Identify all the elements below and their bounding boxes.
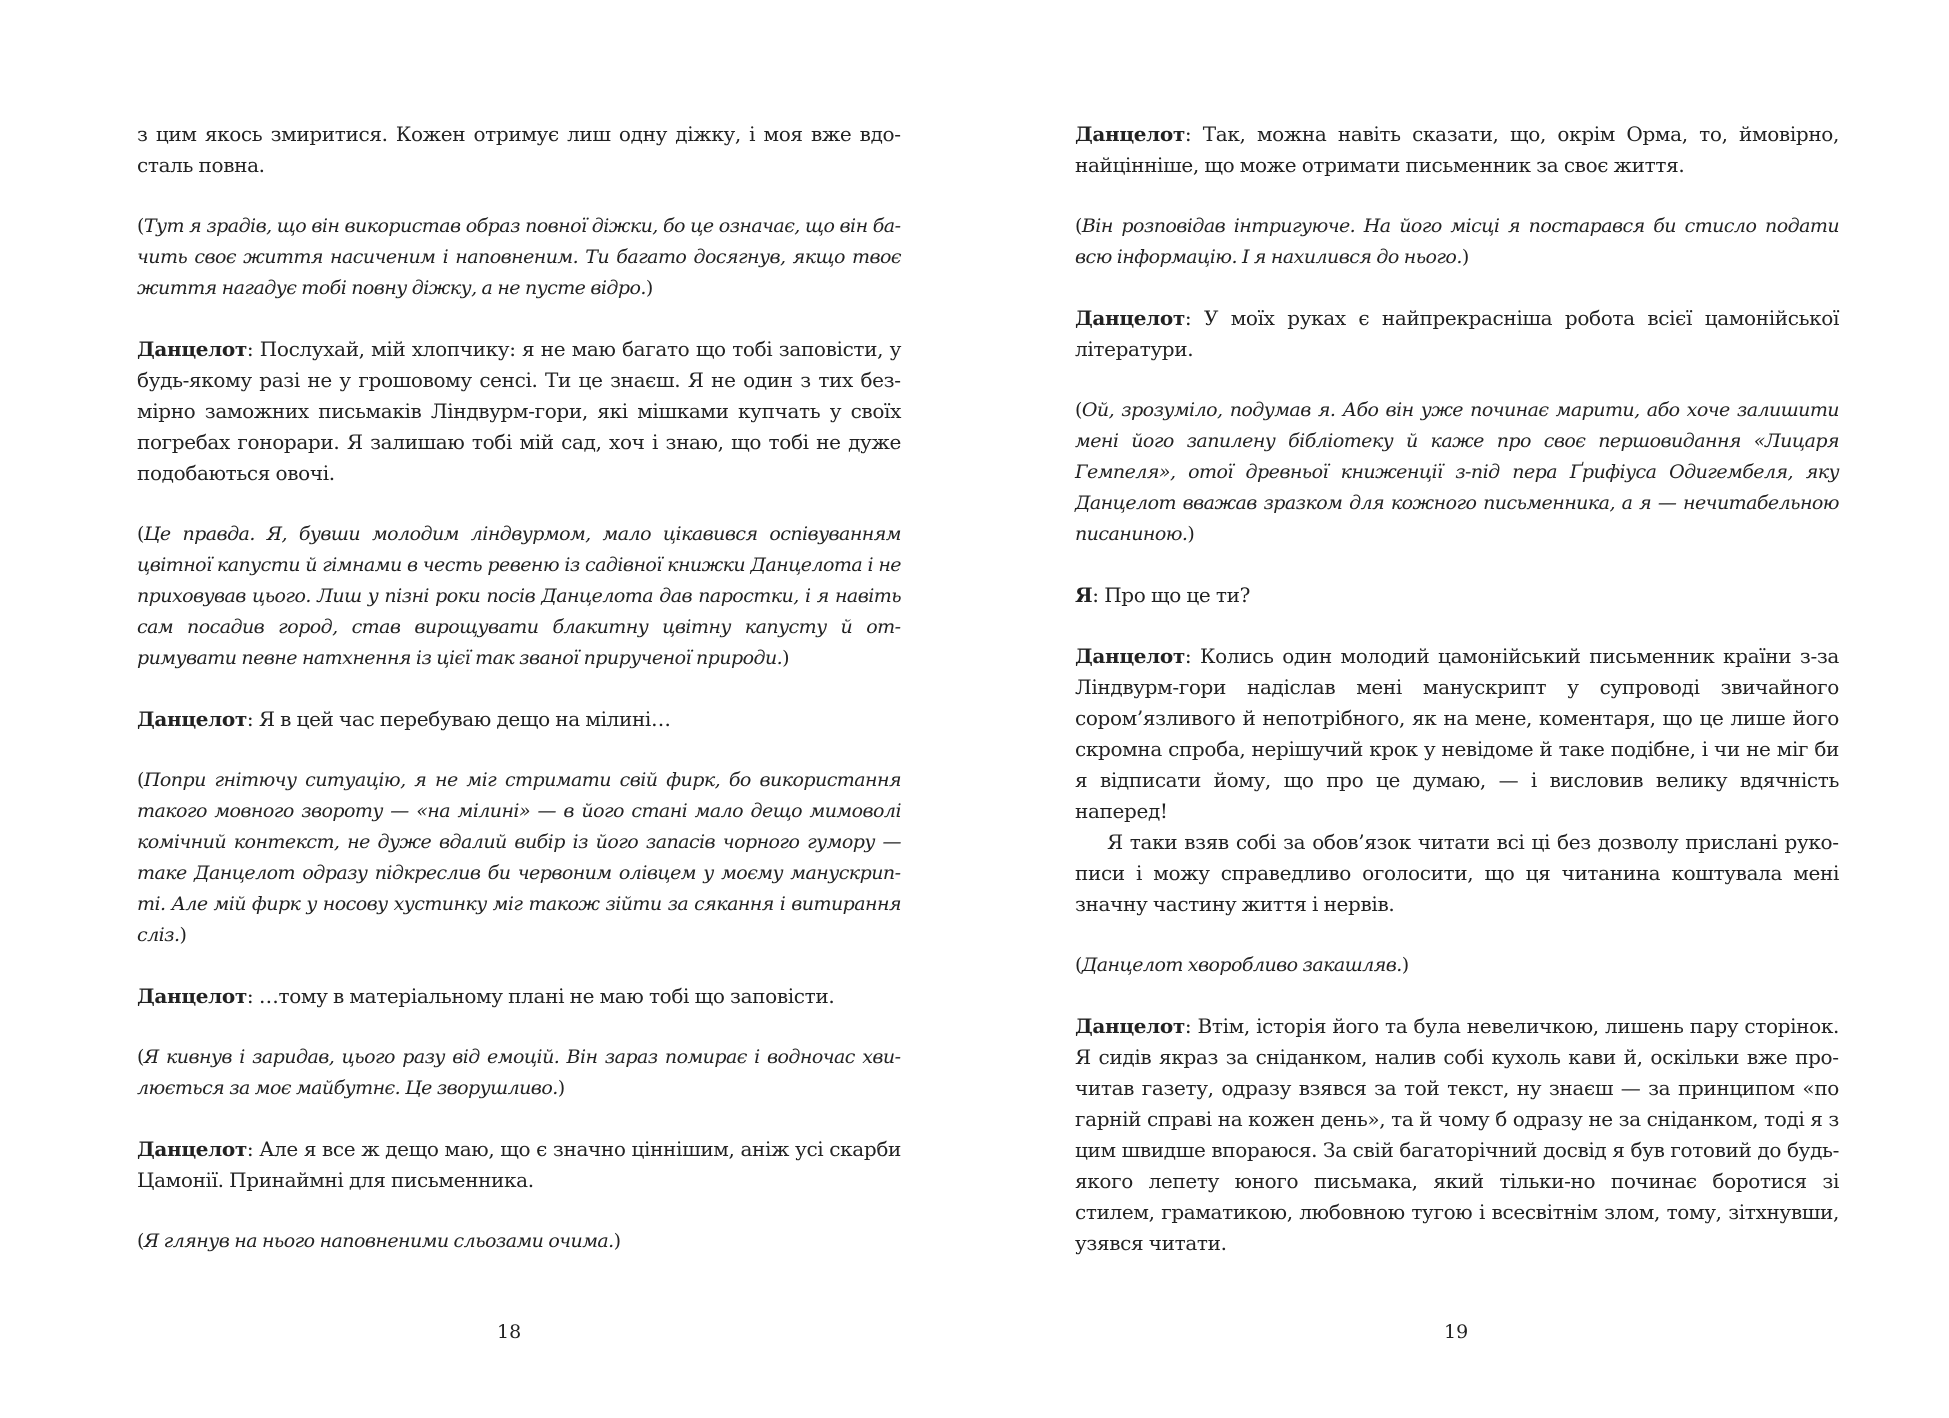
open-paren: ( xyxy=(1075,215,1082,237)
speaker-separator: : xyxy=(1092,583,1105,607)
dialogue-text: Про що це ти? xyxy=(1104,583,1250,607)
stage-direction-text: Він розповідав інтригуюче. На його місці я постарався би стисло подати всю інформацію. І я нахилився до нього. xyxy=(1075,215,1839,268)
dialogue-line xyxy=(137,981,901,1012)
speaker-name: Данцелот xyxy=(137,337,247,361)
dialogue-text: Колись один молодий цамонійський письменник країни з-за Ліндвурм-гори надіслав мені манускрипт у супроводі звичайного сором’язливого й непотрібного, як на мене, коментаря, що це лише його скромна спроба, нерішучий крок у невідоме й таке подібне, і чи не міг би я відписати йому, що про це думаю, — і висловив велику вдячність наперед! xyxy=(1075,644,1839,823)
paragraph-text: Я таки взяв собі за обов’язок читати всі ці без дозволу прислані рукописи і можу справедливо оголосити, що ця читанина коштувала мені значну частину життя і нервів. xyxy=(1075,830,1839,916)
dialogue-text: Так, можна навіть сказати, що, окрім Орма, то, ймовірно, найцінніше, що може отримати письменник за своє життя. xyxy=(1075,122,1839,177)
open-paren: ( xyxy=(137,523,144,545)
stage-direction xyxy=(137,211,901,304)
stage-direction xyxy=(137,519,901,674)
paragraph-text: з цим якось змиритися. Кожен отримує лиш одну діжку, і моя вже вдосталь повна. xyxy=(137,122,901,177)
stage-direction xyxy=(1075,395,1839,550)
close-paren: ) xyxy=(557,1077,565,1099)
continuation-paragraph xyxy=(1075,827,1839,920)
dialogue-text: Втім, історія його та була невеличкою, лишень пару сторінок. Я сидів якраз за сніданком, налив собі кухоль кави й, оскільки вже прочитав газету, одразу взявся за той текст, ну знаєш — за принципом «по гарній справі на кожен день», та й чому б одразу не за сніданком, тоді я з цим швидше впораюся. За свій багаторічний досвід я був готовий до будь-якого лепету юного письмака, який тільки-но починає боротися зі стилем, граматикою, любовною тугою і всесвітнім злом, тому, зітхнувши, узявся читати. xyxy=(1075,1014,1839,1255)
close-paren: ) xyxy=(645,277,653,299)
open-paren: ( xyxy=(137,769,144,791)
speaker-separator: : xyxy=(246,1137,260,1161)
speaker-name: Данцелот xyxy=(137,1137,247,1161)
stage-direction-text: Я глянув на нього наповненими сльозами очима. xyxy=(143,1230,614,1252)
right-page-text xyxy=(1075,119,1839,1289)
close-paren: ) xyxy=(1461,246,1469,268)
speaker-name: Данцелот xyxy=(1075,1014,1185,1038)
dialogue-text: …тому в матеріальному плані не маю тобі що заповісти. xyxy=(258,984,835,1008)
dialogue-line xyxy=(137,704,901,735)
dialogue-line xyxy=(137,334,901,489)
stage-direction xyxy=(137,765,901,951)
open-paren: ( xyxy=(1075,399,1082,421)
speaker-name: Данцелот xyxy=(1075,306,1185,330)
close-paren: ) xyxy=(613,1230,621,1252)
dialogue-text: Я в цей час перебуваю дещо на мілині… xyxy=(258,707,671,731)
stage-direction xyxy=(137,1226,901,1257)
dialogue-text: Послухай, мій хлопчику: я не маю багато що тобі заповісти, у будь-якому разі не у грошовому сенсі. Ти це знаєш. Я не один з тих безмірно заможних письмаків Ліндвурм-гори, які мішками купчать у своїх погребах гонорари. Я залишаю тобі мій сад, хоч і знаю, що тобі не дуже подобаються овочі. xyxy=(137,337,901,485)
stage-direction-text: Я кивнув і заридав, цього разу від емоцій. Він зараз помирає і водночас хвилюється за моє майбутнє. Це зворушливо. xyxy=(137,1046,901,1099)
speaker-separator: : xyxy=(1184,306,1204,330)
dialogue-line xyxy=(137,1134,901,1196)
stage-direction-text: Тут я зрадів, що він використав образ повної діжки, бо це означає, що він бачить своє життя насиченим і наповненим. Ти багато досягнув, якщо твоє життя нагадує тобі повну діжку, а не пусте відро. xyxy=(137,215,901,299)
dialogue-line xyxy=(1075,1011,1839,1259)
speaker-name: Данцелот xyxy=(137,984,247,1008)
speaker-separator: : xyxy=(1184,122,1203,146)
dialogue-line xyxy=(1075,119,1839,181)
stage-direction-text: Попри гнітючу ситуацію, я не міг стримати свій фирк, бо використання такого мовного звороту — «на мілині» — в його стані мало дещо мимоволі комічний контекст, не дуже вдалий вибір із його запасів чорного гумору — таке Данцелот одразу підкреслив би червоним олівцем у моєму манускрипті. Але мій фирк у носову хустинку міг також зійти за сякання і витирання сліз. xyxy=(137,769,901,946)
stage-direction xyxy=(137,1042,901,1104)
speaker-separator: : xyxy=(246,707,259,731)
speaker-separator: : xyxy=(246,337,260,361)
dialogue-line xyxy=(1075,580,1839,611)
speaker-separator: : xyxy=(246,984,259,1008)
page-number: 18 xyxy=(497,1321,522,1343)
left-page-text xyxy=(137,119,901,1287)
speaker-name: Данцелот xyxy=(137,707,247,731)
close-paren: ) xyxy=(179,924,187,946)
stage-direction xyxy=(1075,211,1839,273)
open-paren: ( xyxy=(137,1230,144,1252)
right-page xyxy=(975,0,1949,1418)
close-paren: ) xyxy=(782,647,790,669)
stage-direction-text: Ой, зрозуміло, подумав я. Або він уже починає марити, або хоче залишити мені його запилену бібліотеку й каже про своє першовидання «Лицаря Гемпеля», отої древньої книженції з-під пера Ґрифіуса Одигембеля, яку Данцелот вважав зразком для кожного письменника, а я — нечитабельною писаниною. xyxy=(1075,399,1839,545)
dialogue-text: Але я все ж дещо маю, що є значно ціннішим, аніж усі скарби Цамонії. Принаймні для письменника. xyxy=(137,1137,901,1192)
stage-direction-text: Це правда. Я, бувши молодим ліндвурмом, мало цікавився оспівуванням цвітної капусти й гімнами в честь ревеню із садівної книжки Данцелота і не приховував цього. Лиш у пізні роки посів Данцелота дав паростки, і я навіть сам посадив город, став вирощувати блакитну цвітну капусту й отримувати певне натхнення із цієї так званої прирученої природи. xyxy=(137,523,901,669)
left-page xyxy=(0,0,974,1418)
open-paren: ( xyxy=(137,215,144,237)
page-number: 19 xyxy=(1444,1321,1469,1343)
dialogue-text: У моїх руках є найпрекрасніша робота всієї цамонійської літератури. xyxy=(1075,306,1839,361)
close-paren: ) xyxy=(1401,954,1409,976)
narration-paragraph xyxy=(137,119,901,181)
stage-direction-text: Данцелот хворобливо закашляв. xyxy=(1081,954,1402,976)
dialogue-line xyxy=(1075,303,1839,365)
dialogue-line xyxy=(1075,641,1839,827)
speaker-separator: : xyxy=(1184,644,1200,668)
speaker-separator: : xyxy=(1184,1014,1198,1038)
speaker-name: Данцелот xyxy=(1075,644,1185,668)
speaker-name: Я xyxy=(1075,583,1093,607)
stage-direction xyxy=(1075,950,1839,981)
open-paren: ( xyxy=(1075,954,1082,976)
open-paren: ( xyxy=(137,1046,144,1068)
close-paren: ) xyxy=(1187,523,1195,545)
speaker-name: Данцелот xyxy=(1075,122,1185,146)
